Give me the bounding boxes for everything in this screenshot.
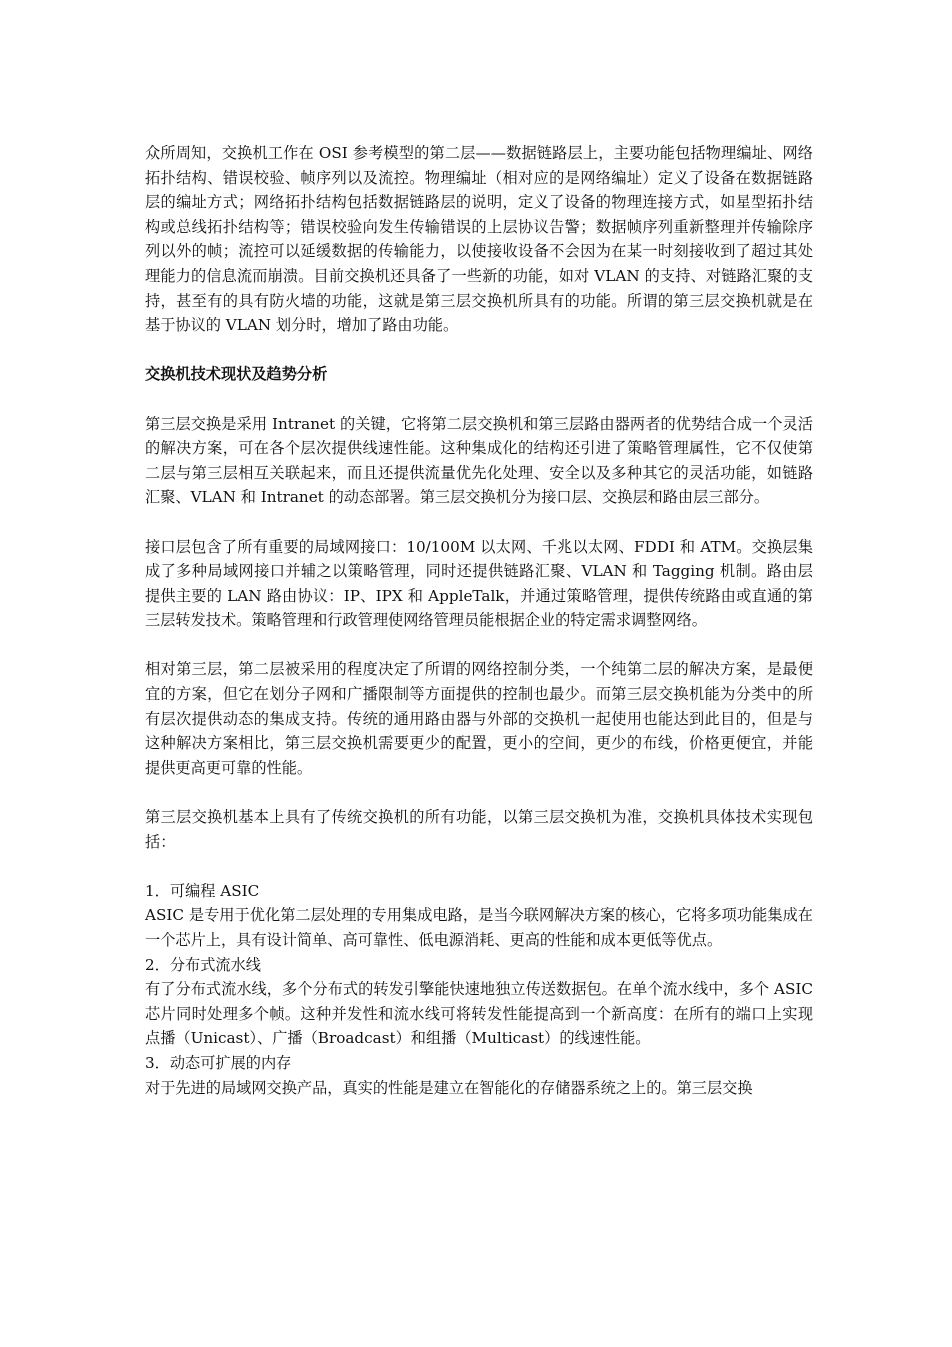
paragraph-layer-comparison: 相对第三层，第二层被采用的程度决定了所谓的网络控制分类，一个纯第二层的解决方案，是最便宜的方案，但它在划分子网和广播限制等方面提供的控制也最少。而第三层交换机能为分类中的所有层次提供动态的集成支持。传统的通用路由器与外部的交换机一起使用也能达到此目的，但是与这种解决方案相比，第三层交换机需要更少的配置，更小的空间，更少的布线，价格更便宜，并能提供更高更可靠的性能。 <box>145 660 813 777</box>
list-item-title-memory: 3．动态可扩展的内存 <box>145 1053 292 1072</box>
paragraph-gap <box>145 633 813 658</box>
paragraph-layer3-switching: 第三层交换是采用 Intranet 的关键，它将第二层交换机和第三层路由器两者的优势结合成一个灵活的解决方案，可在各个层次提供线速性能。这种集成化的结构还引进了策略管理属性，它不仅使第二层与第三层相互关联起来，而且还提供流量优先化处理、安全以及多种其它的灵活功能，如链路汇聚、VLAN 和 Intranet 的动态部署。第三层交换机分为接口层、交换层和路由层三部分。 <box>145 414 813 507</box>
paragraph-gap <box>145 780 813 805</box>
paragraph-gap <box>145 387 813 412</box>
paragraph-features-intro: 第三层交换机基本上具有了传统交换机的所有功能，以第三层交换机为准，交换机具体技术实现包括： <box>145 808 813 851</box>
paragraph-gap <box>145 854 813 879</box>
list-item-title-pipeline: 2．分布式流水线 <box>145 955 261 974</box>
list-item-body-memory: 对于先进的局域网交换产品，真实的性能是建立在智能化的存储器系统之上的。第三层交换 <box>145 1078 753 1097</box>
list-item-body-asic: ASIC 是专用于优化第二层处理的专用集成电路，是当今联网解决方案的核心，它将多项功能集成在一个芯片上，具有设计简单、高可靠性、低电源消耗、更高的性能和成本更低等优点。 <box>145 906 813 949</box>
list-item-body-pipeline: 有了分布式流水线，多个分布式的转发引擎能快速地独立传送数据包。在单个流水线中，多个 ASIC 芯片同时处理多个帧。这种并发性和流水线可将转发性能提高到一个新高度：在所有的端口上实现点播（Unicast）、广播（Broadcast）和组播（Multicast）的线速性能。 <box>145 980 813 1048</box>
paragraph-gap <box>145 510 813 535</box>
section-heading: 交换机技术现状及趋势分析 <box>145 365 328 384</box>
list-item-title-asic: 1．可编程 ASIC <box>145 881 260 900</box>
document-body <box>145 141 813 1100</box>
paragraph-interface-layer: 接口层包含了所有重要的局域网接口：10/100M 以太网、千兆以太网、FDDI 和 ATM。交换层集成了多种局域网接口并辅之以策略管理，同时还提供链路汇聚、VLAN 和 Tagging 机制。路由层提供主要的 LAN 路由协议：IP、IPX 和 AppleTalk，并通过策略管理，提供传统路由或直通的第三层转发技术。策略管理和行政管理使网络管理员能根据企业的特定需求调整网络。 <box>145 537 813 630</box>
paragraph-intro: 众所周知，交换机工作在 OSI 参考模型的第二层——数据链路层上，主要功能包括物理编址、网络拓扑结构、错误校验、帧序列以及流控。物理编址（相对应的是网络编址）定义了设备在数据链路层的编址方式；网络拓扑结构包括数据链路层的说明，定义了设备的物理连接方式，如星型拓扑结构或总线拓扑结构等；错误校验向发生传输错误的上层协议告警；数据帧序列重新整理并传输除序列以外的帧；流控可以延缓数据的传输能力，以使接收设备不会因为在某一时刻接收到了超过其处理能力的信息流而崩溃。目前交换机还具备了一些新的功能，如对 VLAN 的支持、对链路汇聚的支持，甚至有的具有防火墙的功能，这就是第三层交换机所具有的功能。所谓的第三层交换机就是在基于协议的 VLAN 划分时，增加了路由功能。 <box>145 144 813 335</box>
paragraph-gap <box>145 338 813 363</box>
